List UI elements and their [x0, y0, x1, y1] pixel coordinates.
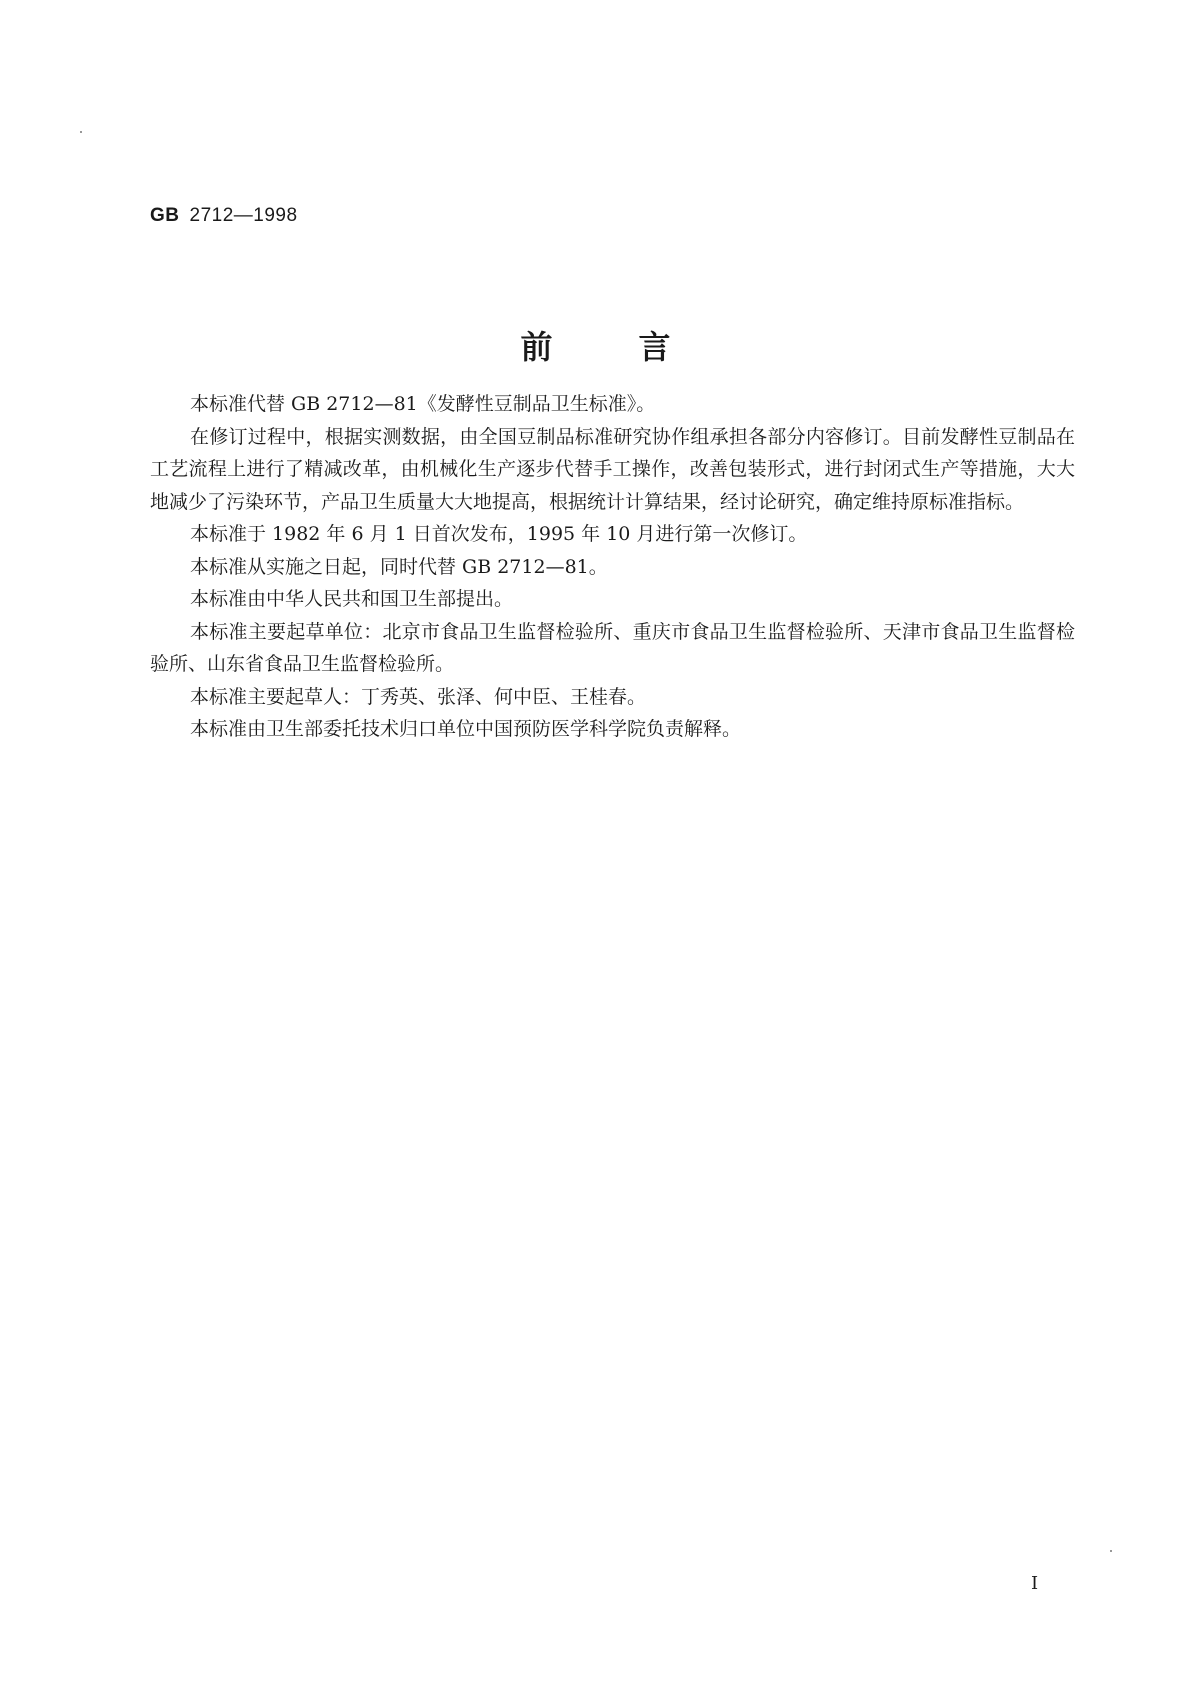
paragraph: 本标准由中华人民共和国卫生部提出。: [190, 588, 514, 610]
paragraph: 本标准代替 GB 2712—81《发酵性豆制品卫生标准》。: [190, 393, 656, 415]
standard-prefix: GB: [150, 205, 180, 226]
paragraph: 本标准主要起草单位：北京市食品卫生监督检验所、重庆市食品卫生监督检验所、天津市食品卫生监督检验所、山东省食品卫生监督检验所。: [150, 620, 1075, 675]
page-number: I: [1031, 1573, 1039, 1594]
paragraph: 本标准由卫生部委托技术归口单位中国预防医学科学院负责解释。: [190, 718, 742, 740]
scan-speck: [1110, 1550, 1112, 1552]
paragraph: 本标准主要起草人：丁秀英、张泽、何中臣、王桂春。: [190, 685, 647, 708]
paragraph: 本标准于 1982 年 6 月 1 日首次发布，1995 年 10 月进行第一次修订。: [190, 523, 808, 545]
page-title: 前言: [520, 328, 757, 366]
paragraph: 在修订过程中，根据实测数据，由全国豆制品标准研究协作组承担各部分内容修订。目前发酵性豆制品在工艺流程上进行了精减改革，由机械化生产逐步代替手工操作，改善包装形式，进行封闭式生产等措施，大大地减少了污染环节，产品卫生质量大大地提高，根据统计计算结果，经讨论研究，确定维持原标准指标。: [150, 425, 1075, 513]
paragraph: 本标准从实施之日起，同时代替 GB 2712—81。: [190, 555, 608, 578]
scan-speck: [80, 131, 82, 133]
standard-number: 2712—1998: [189, 205, 298, 226]
standard-code: [150, 205, 298, 227]
foreword-body: [150, 388, 1075, 746]
